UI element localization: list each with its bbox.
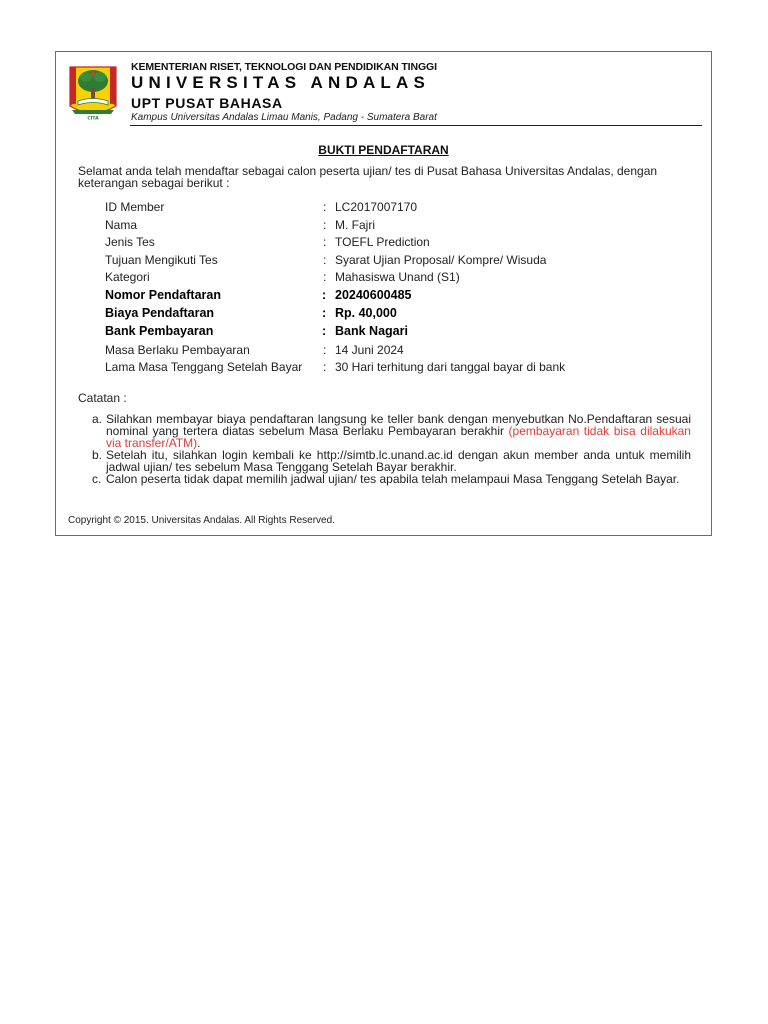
notes-title: Catatan : bbox=[78, 391, 127, 405]
field-separator: : bbox=[323, 200, 327, 214]
field-value: 30 Hari terhitung dari tanggal bayar di bank bbox=[335, 360, 566, 374]
field-value: Mahasiswa Unand (S1) bbox=[335, 270, 460, 284]
note-warning: (pembayaran tidak bisa dilakukan via transfer/ATM) bbox=[106, 424, 691, 450]
note-text: Setelah itu, silahkan login kembali ke http://simtb.lc.unand.ac.id dengan akun member anda untuk memilih jadwal ujian/ tes sebelum Masa Tenggang Setelah Bayar berakhir. bbox=[106, 448, 691, 474]
registration-receipt bbox=[55, 51, 712, 536]
field-separator: : bbox=[322, 306, 327, 320]
note-marker: b. bbox=[92, 448, 103, 462]
field-value: 14 Juni 2024 bbox=[335, 343, 404, 357]
field-separator: : bbox=[323, 253, 327, 267]
university-name: UNIVERSITAS ANDALAS bbox=[131, 73, 431, 92]
field-separator: : bbox=[323, 343, 327, 357]
field-label: Kategori bbox=[105, 270, 150, 284]
registration-fee: Rp. 40,000 bbox=[335, 306, 397, 320]
header-divider bbox=[130, 125, 702, 126]
intro-text: Selamat anda telah mendaftar sebagai calon peserta ujian/ tes di Pusat Bahasa Universitas Andalas, dengan keterangan sebagai berikut : bbox=[78, 164, 658, 190]
field-label: Nama bbox=[105, 218, 138, 232]
ministry-name: KEMENTERIAN RISET, TEKNOLOGI DAN PENDIDIKAN TINGGI bbox=[131, 61, 437, 73]
field-label: Jenis Tes bbox=[105, 235, 155, 249]
field-separator: : bbox=[322, 288, 327, 302]
note-text: Silahkan membayar biaya pendaftaran langsung ke teller bank dengan menyebutkan No.Pendaftaran sesuai nominal yang tertera diatas sebelum Masa Berlaku Pembayaran berakhir (pembayaran tidak bisa dilakukan via transfer/ATM). bbox=[106, 412, 691, 450]
field-label: Bank Pembayaran bbox=[105, 324, 214, 338]
field-value: TOEFL Prediction bbox=[335, 235, 430, 249]
campus-address: Kampus Universitas Andalas Limau Manis, Padang - Sumatera Barat bbox=[131, 112, 437, 123]
field-value: LC2017007170 bbox=[335, 200, 418, 214]
field-value: Syarat Ujian Proposal/ Kompre/ Wisuda bbox=[335, 253, 547, 267]
field-separator: : bbox=[323, 235, 327, 249]
field-label: Biaya Pendaftaran bbox=[105, 306, 215, 320]
note-marker: c. bbox=[92, 472, 102, 486]
field-label: ID Member bbox=[105, 200, 165, 214]
note-item bbox=[92, 449, 692, 473]
field-label: Tujuan Mengikuti Tes bbox=[105, 253, 218, 267]
note-item bbox=[92, 473, 692, 497]
svg-text:CITA: CITA bbox=[87, 116, 99, 122]
note-text: Calon peserta tidak dapat memilih jadwal ujian/ tes apabila telah melampaui Masa Tenggang Setelah Bayar. bbox=[106, 472, 680, 486]
note-marker: a. bbox=[92, 412, 103, 426]
field-value: M. Fajri bbox=[335, 218, 375, 232]
university-seal-icon bbox=[68, 64, 118, 122]
field-separator: : bbox=[322, 324, 327, 338]
copyright-text: Copyright © 2015. Universitas Andalas. All Rights Reserved. bbox=[68, 515, 335, 526]
field-label: Nomor Pendaftaran bbox=[105, 288, 221, 302]
payment-bank: Bank Nagari bbox=[335, 324, 408, 338]
registration-number: 20240600485 bbox=[335, 288, 412, 302]
document-title: BUKTI PENDAFTARAN bbox=[318, 143, 449, 157]
field-separator: : bbox=[323, 360, 327, 374]
unit-name: UPT PUSAT BAHASA bbox=[131, 95, 283, 111]
field-separator: : bbox=[323, 270, 327, 284]
note-item bbox=[92, 413, 692, 449]
field-separator: : bbox=[323, 218, 327, 232]
field-label: Lama Masa Tenggang Setelah Bayar bbox=[105, 360, 303, 374]
field-label: Masa Berlaku Pembayaran bbox=[105, 343, 250, 357]
